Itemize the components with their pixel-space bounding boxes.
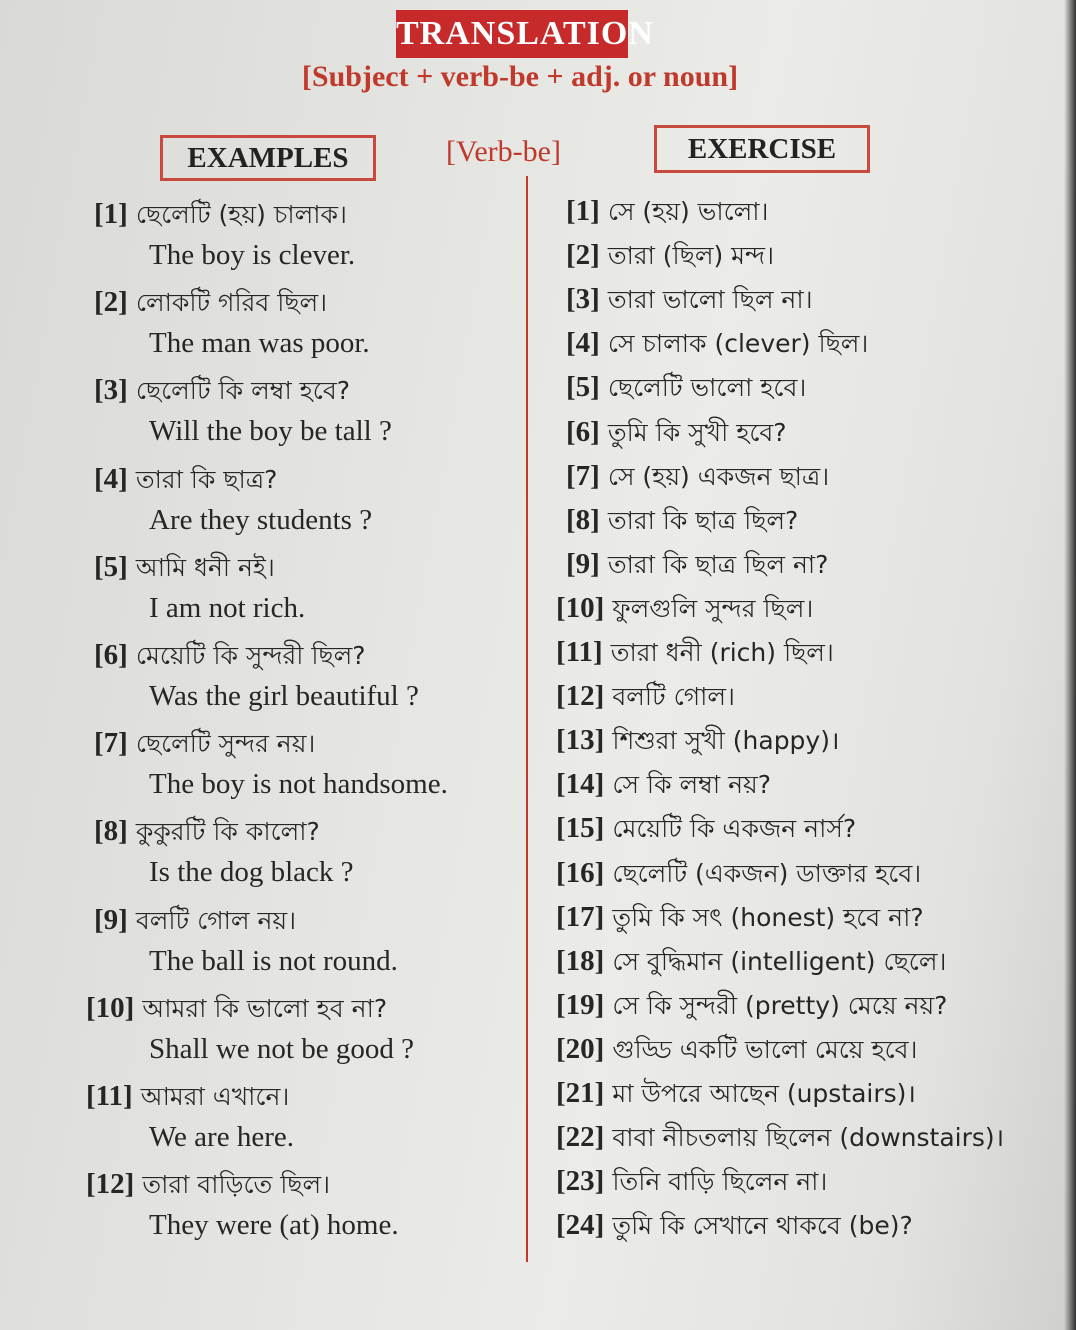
example-item [86,1165,330,1208]
example-number: [8] [94,815,128,847]
example-bengali: কুকুরটি কি কালো? [135,817,320,846]
exercise-number: [11] [556,636,603,668]
exercise-number: [22] [556,1121,605,1153]
exercise-item [566,192,769,235]
example-bengali: বলটি গোল নয়। [135,906,297,935]
example-item [94,812,320,855]
exercise-item [566,324,868,367]
exercise-text: তুমি কি সৎ (honest) হবে না? [612,903,924,932]
example-bengali: মেয়েটি কি সুন্দরী ছিল? [135,641,366,670]
exercise-text: বলটি গোল। [612,682,735,711]
examples-column [86,195,524,1265]
example-item [94,460,277,503]
exercise-item [556,633,834,676]
exercise-item [556,898,924,941]
example-english: I am not rich. [149,592,306,624]
exercise-text: ফুলগুলি সুন্দর ছিল। [612,594,814,623]
exercise-item [556,1162,827,1205]
exercise-number: [24] [556,1209,605,1241]
exercise-item [556,854,921,897]
example-english: Shall we not be good ? [149,1033,414,1065]
example-item [94,371,350,414]
exercise-item [556,589,813,632]
exercise-number: [4] [566,327,600,359]
exercise-item [566,501,798,544]
exercise-text: বাবা নীচতলায় ছিলেন (downstairs)। [612,1123,1005,1152]
example-number: [1] [94,198,128,230]
exercise-text: তুমি কি সেখানে থাকবে (be)? [612,1211,913,1240]
exercise-number: [10] [556,592,605,624]
exercise-item [566,457,829,500]
exercise-text: ছেলেটি (একজন) ডাক্তার হবে। [612,859,922,888]
example-item [94,901,296,944]
exercise-text: সে (হয়) ভালো। [607,197,769,226]
exercise-number: [3] [566,283,600,315]
exercise-number: [23] [556,1165,605,1197]
exercise-number: [8] [566,504,600,536]
example-item [94,195,347,238]
exercise-item [556,721,839,764]
exercise-text: সে চালাক (clever) ছিল। [607,329,869,358]
page-title: TRANSLATION [396,10,628,58]
exercise-item [556,677,735,720]
exercise-text: সে কি লম্বা নয়? [612,770,771,799]
example-bengali: আমরা কি ভালো হব না? [142,994,388,1023]
exercise-number: [2] [566,239,600,271]
exercise-text: ছেলেটি ভালো হবে। [607,373,807,402]
exercise-item [556,942,946,985]
example-item [86,1077,289,1120]
example-number: [3] [94,374,128,406]
exercise-number: [17] [556,901,605,933]
exercise-item [556,809,856,852]
example-english: The ball is not round. [149,945,398,977]
exercise-number: [19] [556,989,605,1021]
exercise-text: সে বুদ্ধিমান (intelligent) ছেলে। [612,947,947,976]
exercise-text: শিশুরা সুখী (happy)। [612,726,840,755]
exercise-text: তারা কি ছাত্র ছিল? [607,506,799,535]
example-bengali: আমি ধনী নই। [135,553,275,582]
exercise-item [556,1030,918,1073]
example-number: [6] [94,639,128,671]
example-number: [9] [94,904,128,936]
exercise-number: [12] [556,680,605,712]
example-bengali: আমরা এখানে। [140,1082,290,1111]
example-number: [5] [94,551,128,583]
exercise-item [556,1118,1004,1161]
example-number: [11] [86,1080,133,1112]
exercise-number: [20] [556,1033,605,1065]
exercise-item [556,765,771,808]
exercise-text: মা উপরে আছেন (upstairs)। [612,1079,916,1108]
exercise-item [556,1206,913,1249]
exercise-text: মেয়েটি কি একজন নার্স? [612,814,857,843]
example-bengali: ছেলেটি (হয়) চালাক। [135,200,347,229]
example-item [94,724,315,767]
exercise-number: [16] [556,857,605,889]
exercise-number: [13] [556,724,605,756]
example-item [94,636,366,679]
example-item [94,548,275,591]
exercise-heading: EXERCISE [654,125,870,173]
example-english: Will the boy be tall ? [149,415,392,447]
exercise-number: [9] [566,548,600,580]
example-english: Was the girl beautiful ? [149,680,419,712]
exercise-text: তুমি কি সুখী হবে? [607,418,787,447]
exercise-number: [5] [566,371,600,403]
example-item [86,989,387,1032]
exercise-text: তারা ভালো ছিল না। [607,285,813,314]
example-bengali: ছেলেটি সুন্দর নয়। [135,729,316,758]
exercise-text: গুড্ডি একটি ভালো মেয়ে হবে। [612,1035,918,1064]
exercise-number: [7] [566,460,600,492]
verb-be-label: [Verb-be] [446,135,561,168]
exercise-text: তারা কি ছাত্র ছিল না? [607,550,829,579]
exercise-text: সে কি সুন্দরী (pretty) মেয়ে নয়? [612,991,948,1020]
example-english: They were (at) home. [149,1209,399,1241]
exercise-text: তিনি বাড়ি ছিলেন না। [612,1167,828,1196]
exercise-column [556,192,1071,1262]
exercise-number: [15] [556,812,605,844]
example-number: [10] [86,992,135,1024]
exercise-text: তারা (ছিল) মন্দ। [607,241,775,270]
example-english: The boy is not handsome. [149,768,448,800]
exercise-number: [18] [556,945,605,977]
exercise-number: [6] [566,416,600,448]
example-english: Is the dog black ? [149,856,354,888]
column-divider [526,176,528,1262]
example-number: [4] [94,463,128,495]
example-english: The boy is clever. [149,239,356,271]
example-number: [12] [86,1168,135,1200]
example-english: We are here. [149,1121,294,1153]
examples-heading: EXAMPLES [160,135,376,181]
page-subtitle: [Subject + verb-be + adj. or noun] [301,60,739,93]
example-number: [7] [94,727,128,759]
exercise-item [556,986,947,1029]
example-number: [2] [94,286,128,318]
example-bengali: ছেলেটি কি লম্বা হবে? [135,376,351,405]
exercise-item [566,368,806,411]
example-bengali: লোকটি গরিব ছিল। [135,288,328,317]
exercise-item [566,413,787,456]
exercise-number: [14] [556,768,605,800]
exercise-text: তারা ধনী (rich) ছিল। [610,638,834,667]
exercise-item [556,1074,916,1117]
exercise-item [566,236,774,279]
example-bengali: তারা বাড়িতে ছিল। [142,1170,331,1199]
exercise-item [566,545,828,588]
example-bengali: তারা কি ছাত্র? [135,465,278,494]
exercise-number: [1] [566,195,600,227]
exercise-item [566,280,813,323]
exercise-text: সে (হয়) একজন ছাত্র। [607,462,830,491]
example-english: Are they students ? [149,504,373,536]
exercise-number: [21] [556,1077,605,1109]
example-english: The man was poor. [149,327,370,359]
example-item [94,283,327,326]
